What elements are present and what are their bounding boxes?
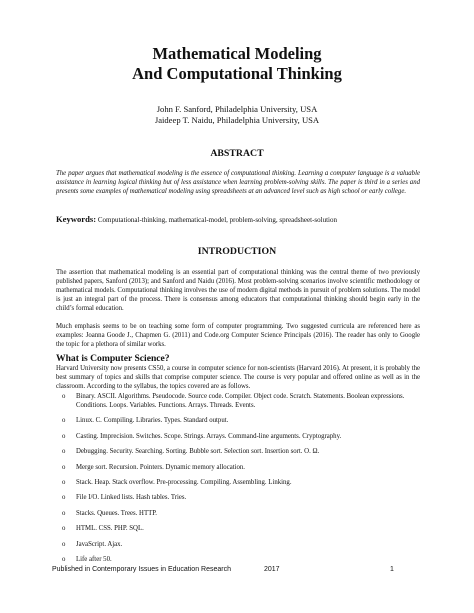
- list-item-text: HTML. CSS. PHP. SQL.: [76, 525, 144, 533]
- title-line-1: Mathematical Modeling: [152, 44, 322, 63]
- footer-year: 2017: [264, 566, 280, 573]
- intro-paragraph-1: The assertion that mathematical modeling is an essential part of computational thinking was the central theme of two previously published papers, Sanford (2013); and Sanford and Naidu (2016). Most problem-solving scenarios involve scientific methodology or mathematical models. Computational thinking involves the use of modern digital methods in pursuit of problem solutions. The model is just an integral part of the process. There is consensus among educators that computational thinking should begin early in the child’s formal education.: [56, 269, 420, 312]
- bullet-marker: o: [62, 463, 66, 471]
- author-block: [0, 104, 474, 126]
- title-line-2: And Computational Thinking: [132, 64, 342, 83]
- list-item: [62, 416, 422, 425]
- list-item: [62, 493, 422, 502]
- list-item: [62, 432, 422, 441]
- bullet-marker: o: [62, 393, 66, 400]
- list-item-text: Stack. Heap. Stack overflow. Pre-processing. Compiling. Assembling. Linking.: [76, 478, 292, 486]
- list-item-text: Binary. ASCII. Algorithms. Pseudocode. Source code. Compiler. Object code. Scratch. Statements. Boolean expressions. Conditions. Loops. Variables. Functions. Arrays. Threads. Events.: [76, 393, 405, 409]
- list-item: [62, 447, 422, 456]
- bullet-marker: o: [62, 540, 66, 548]
- list-item: [62, 509, 422, 518]
- list-item-text: Debugging. Security. Searching. Sorting. Bubble sort. Selection sort. Insertion sort. O. Ω.: [76, 448, 320, 456]
- cs-paragraph: Harvard University now presents CS50, a course in computer science for non-scientists (Harvard 2016). At present, it is probably the best summary of topics and skills that comprise computer science. The course is very popular and offered online as well as in the classroom. According to the syllabus, the topics covered are as follows.: [56, 365, 420, 390]
- bullet-marker: o: [62, 432, 66, 440]
- bullet-marker: o: [62, 525, 66, 533]
- footer-publication: Published in Contemporary Issues in Education Research: [52, 566, 231, 573]
- cs-section-heading: What is Computer Science?: [56, 353, 170, 364]
- list-item-text: Stacks. Queues. Trees. HTTP.: [76, 509, 157, 517]
- bullet-marker: o: [62, 509, 66, 517]
- paper-title: [0, 44, 474, 84]
- list-item: [62, 478, 422, 487]
- list-item: [62, 555, 422, 564]
- bullet-marker: o: [62, 448, 66, 456]
- bullet-marker: o: [62, 494, 66, 502]
- list-item: [62, 540, 422, 549]
- author-1: John F. Sanford, Philadelphia University, USA: [156, 104, 318, 114]
- list-item: [62, 524, 422, 533]
- intro-paragraph-2: Much emphasis seems to be on teaching some form of computer programming. Two suggested curricula are referenced here as examples: Joanna Goode J., Chapmen G. (2011) and Code.org Computer Science Principals (2016). The reader has only to Google the topic for a plethora of similar works.: [56, 323, 420, 348]
- list-item-text: File I/O. Linked lists. Hash tables. Tries.: [76, 494, 187, 502]
- keywords-label: Keywords:: [56, 214, 97, 224]
- list-item-text: JavaScript. Ajax.: [76, 540, 123, 548]
- abstract-heading: ABSTRACT: [210, 148, 264, 159]
- abstract-text: The paper argues that mathematical modeling is the essence of computational thinking. Learning a computer language is a valuable assistance in learning logical thinking but of less assistance when learning problem-solving skills. The paper is third in a series and presents some examples of mathematical modeling using spreadsheets at an advanced level such as high school or early college.: [56, 170, 420, 195]
- list-item-text: Merge sort. Recursion. Pointers. Dynamic memory allocation.: [76, 463, 246, 471]
- bullet-marker: o: [62, 555, 66, 563]
- list-item-text: Linux. C. Compiling. Libraries. Types. Standard output.: [76, 417, 229, 425]
- bullet-marker: o: [62, 417, 66, 425]
- page-number: 1: [390, 566, 394, 573]
- bullet-marker: o: [62, 478, 66, 486]
- list-item-text: Life after 50.: [76, 555, 112, 563]
- topics-list: [62, 392, 422, 570]
- keywords: [56, 214, 420, 224]
- list-item-text: Casting. Imprecision. Switches. Scope. Strings. Arrays. Command-line arguments. Cryptography.: [76, 432, 342, 440]
- author-2: Jaideep T. Naidu, Philadelphia University, USA: [154, 115, 320, 125]
- list-item: [62, 392, 422, 410]
- keywords-text: Computational-thinking, mathematical-model, problem-solving, spreadsheet-solution: [97, 216, 337, 224]
- list-item: [62, 463, 422, 472]
- introduction-heading: INTRODUCTION: [197, 246, 277, 257]
